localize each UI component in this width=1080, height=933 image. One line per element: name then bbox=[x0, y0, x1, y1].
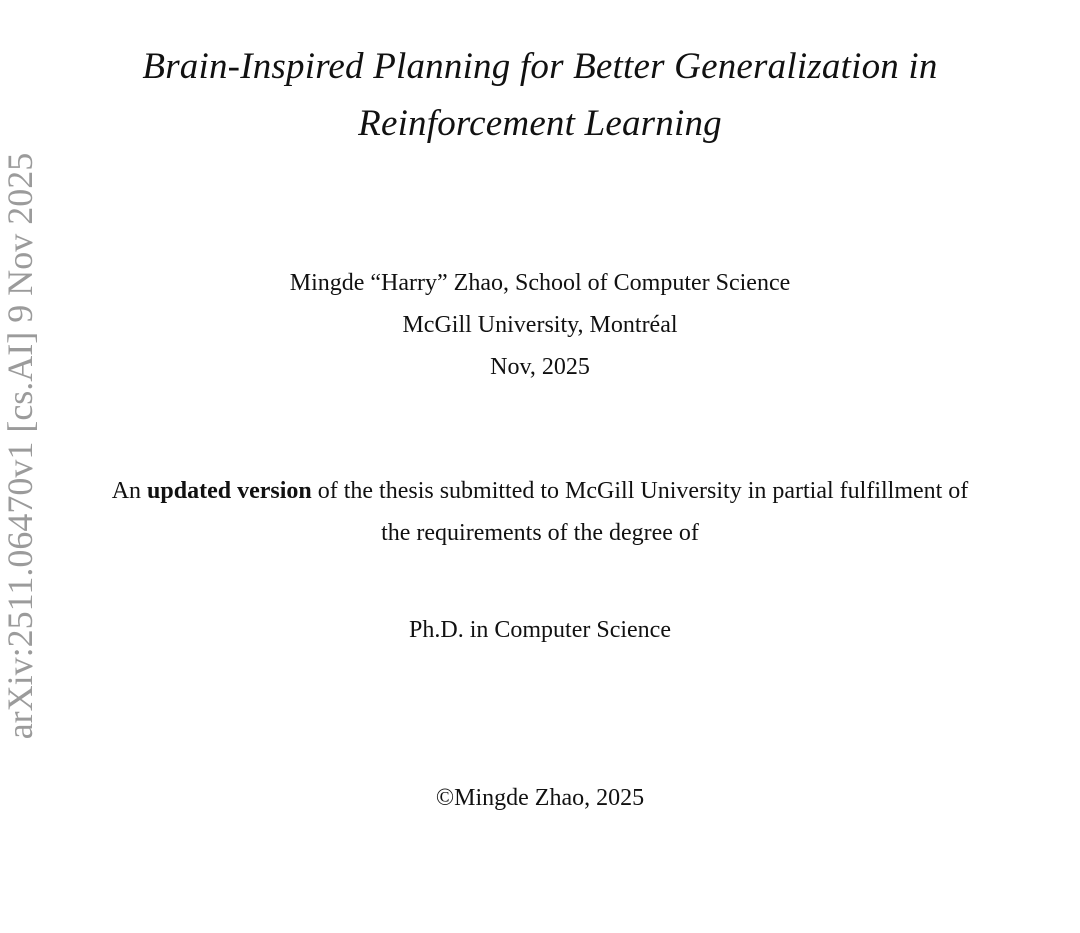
statement-line-2: the requirements of the degree of bbox=[381, 520, 699, 546]
submission-statement bbox=[0, 470, 1080, 554]
author-name-affiliation: Mingde “Harry” Zhao, School of Computer Science bbox=[289, 270, 791, 296]
statement-prefix: An bbox=[111, 478, 148, 504]
statement-suffix: of the thesis submitted to McGill University in partial fulfillment of bbox=[311, 478, 969, 504]
author-block bbox=[0, 262, 1080, 388]
thesis-title-line-1: Brain-Inspired Planning for Better Generalization in bbox=[142, 46, 938, 87]
thesis-title bbox=[0, 38, 1080, 152]
arxiv-identifier-stamp: arXiv:2511.06470v1 [cs.AI] 9 Nov 2025 bbox=[0, 152, 40, 740]
copyright-notice: ©Mingde Zhao, 2025 bbox=[435, 785, 645, 811]
university-location: McGill University, Montréal bbox=[402, 312, 678, 338]
degree-name: Ph.D. in Computer Science bbox=[409, 617, 671, 643]
thesis-title-line-2: Reinforcement Learning bbox=[358, 103, 722, 144]
statement-line-1 bbox=[0, 470, 1080, 512]
statement-emphasis: updated version bbox=[147, 478, 312, 504]
submission-date: Nov, 2025 bbox=[490, 354, 590, 380]
